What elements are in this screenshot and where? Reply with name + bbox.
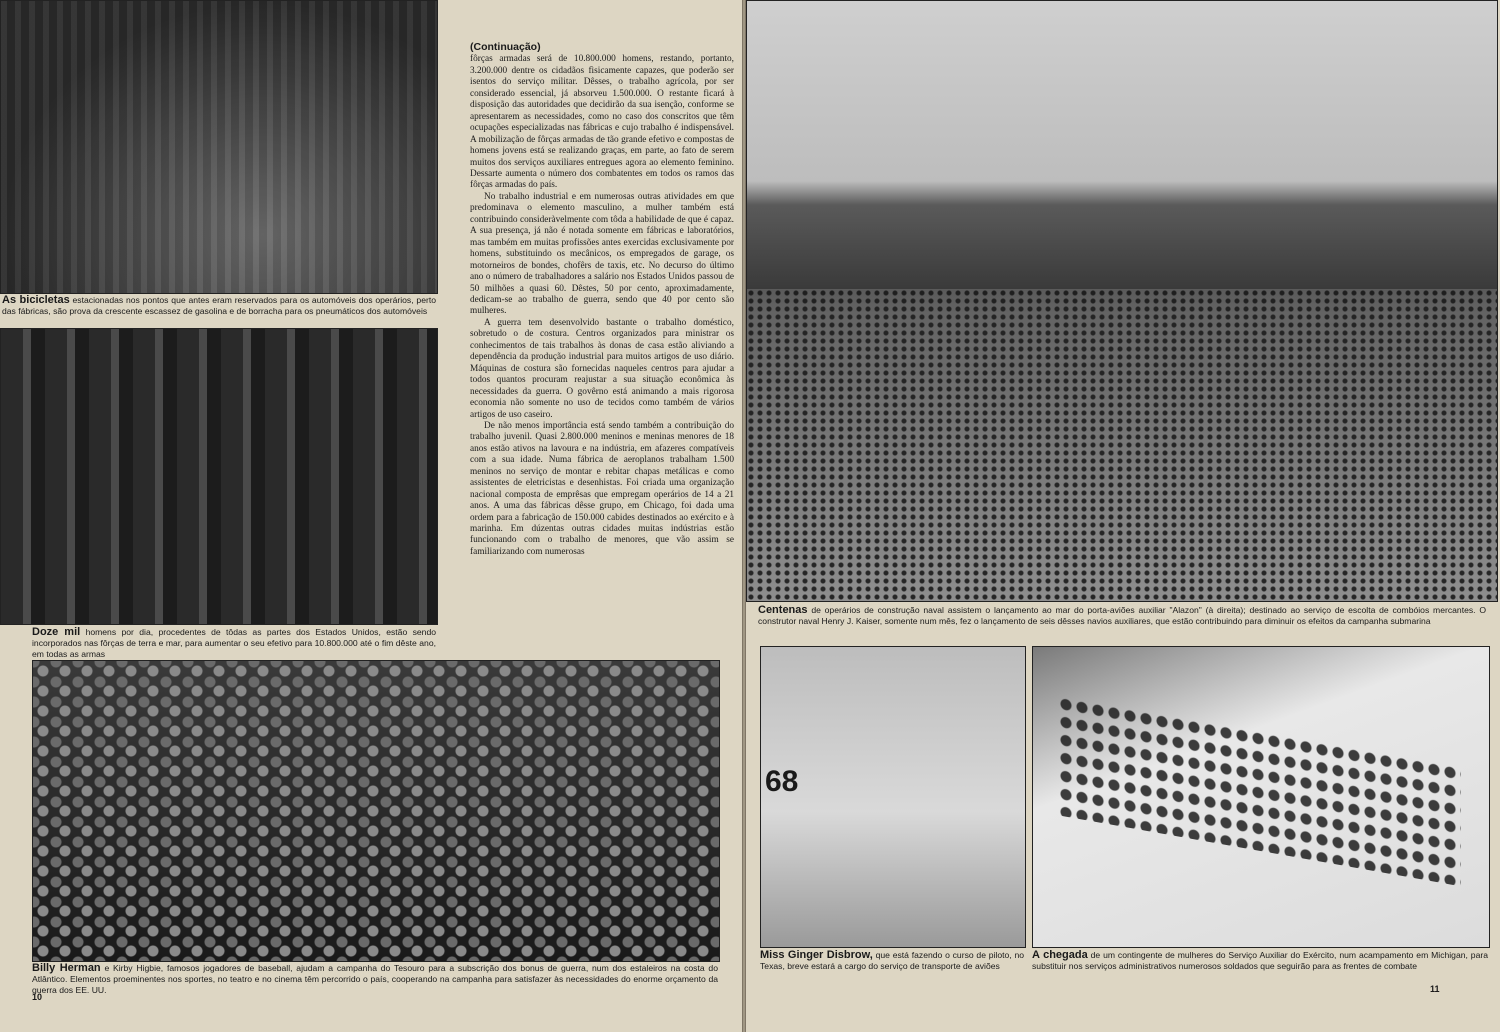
caption-lead: Centenas: [758, 604, 808, 616]
pilot-plane-photo: [760, 646, 1026, 948]
caption-text: que está fazendo o curso de piloto, no Texas, breve estará a cargo do serviço de transporte de aviões: [760, 950, 1024, 971]
march-caption: [1032, 950, 1488, 972]
caption-lead: A chegada: [1032, 949, 1088, 961]
baseball-crowd-photo: [32, 660, 720, 962]
bicycles-caption: [2, 295, 436, 317]
oath-caption: [32, 627, 436, 659]
article-column: [470, 42, 734, 558]
article-paragraph: A guerra tem desenvolvido bastante o trabalho doméstico, sobretudo o de costura. Centros organizados para ministrar os conhecimentos de tais trabalhos às donas de casa estão aliviando a dependência da produção industrial para muitos artigos de uso diário. Máquinas de costura são fornecidas naqueles centros para ajudar a todos quantos procuram reajustar a sua situação econômica às necessidades da guerra. O govêrno está animando a mais rigorosa economia não somente no uso de tecidos como também de vários artigos de uso caseiro.: [470, 317, 734, 420]
caption-lead: Billy Herman: [32, 962, 101, 974]
caption-lead: Doze mil: [32, 626, 81, 638]
marching-line: [1060, 696, 1461, 887]
caption-text: homens por dia, procedentes de tôdas as partes dos Estados Unidos, estão sendo incorporados nas fôrças de terra e mar, para aumentar o seu efetivo para 10.800.000 até o fim dêste ano, em todas as armas: [32, 627, 436, 659]
left-page: [0, 0, 742, 1032]
page-number: 11: [1430, 984, 1440, 994]
plane-marking: 68: [765, 765, 799, 798]
women-march-photo: [1032, 646, 1490, 948]
baseball-caption: [32, 963, 718, 995]
ship-launch-photo: [746, 0, 1498, 602]
caption-text: de operários de construção naval assistem o lançamento ao mar do porta-aviões auxiliar "Alazon" (à direita); destinado ao serviço de escolta de combóios mercantes. O construtor naval Henry J. Kaiser, somente num mês, fez o lançamento de seis dêsses navios auxiliares, que estão contribuindo para diminuir os efeitos da campanha submarina: [758, 605, 1487, 626]
article-paragraph: No trabalho industrial e em numerosas outras atividades em que predominava o elemento masculino, a mulher também está contribuindo consideràvelmente com tôda a habilidade de que é capaz. A sua presença, já não é notada somente em fábricas e laboratórios, mas também em muitas profissões antes exercidas exclusivamente por homens, substituindo os mecânicos, os empregados de garage, os motorneiros de bondes, chofêrs de taxis, etc. No decurso do último ano o número de trabalhadores a salário nos Estados Unidos passou de 50 milhões a quasi 60. Dêstes, 50 por cento, aproximadamente, dedicam-se ao trabalho de guerra, sendo que 40 por cento são mulheres.: [470, 191, 734, 317]
caption-text: de um contingente de mulheres do Serviço Auxiliar do Exército, num acampamento em Michigan, para substituir nos serviços administrativos numerosos soldados que seguirão para as frentes de combate: [1032, 950, 1489, 971]
pilot-caption: [760, 950, 1024, 972]
caption-lead: As bicicletas: [2, 294, 70, 306]
oath-photo: [0, 328, 438, 625]
caption-lead: Miss Ginger Disbrow,: [760, 949, 873, 961]
ship-launch-caption: [758, 605, 1486, 627]
bicycles-photo: [0, 0, 438, 294]
crowd-layer: [747, 289, 1497, 601]
article-paragraph: fôrças armadas será de 10.800.000 homens, restando, portanto, 3.200.000 dentre os cidadãos fìsicamente capazes, que poderão ser isentos do serviço militar. Dêsses, o trabalho agrícola, por ser considerado essencial, já absorveu 1.500.000. O restante ficará à disposição das autoridades que decidirão da sua isenção, conforme se apresentarem as necessidades, como no caso dos conscritos que têm ocupações especializadas nas fábricas e cujo trabalho é indispensável. A mobilização de fôrças armadas de tão grande efetivo e compostas de homens jovens está se realizando graças, em parte, ao fato de serem muitos dos serviços auxiliares entregues agora ao elemento feminino. Dessarte aumenta o número dos combatentes em todos os ramos das fôrças armadas do país.: [470, 54, 734, 191]
page-number: 10: [32, 992, 43, 1002]
right-page: [746, 0, 1500, 1032]
article-paragraph: De não menos importância está sendo também a contribuição do trabalho juvenil. Quasi 2.800.000 meninos e meninas menores de 18 anos estão ativos na lavoura e na indústria, em afazeres compatíveis com a sua idade. Numa fábrica de aeroplanos trabalham 1.500 meninos no serviço de montar e rebitar chapas metálicas e como assistentes de eletricistas e desenhistas. Foi criada uma organização nacional composta de emprêsas que empregam operários de 14 a 21 anos. A uma das fábricas dêsse grupo, em Chicago, foi dada uma ordem para a fabricação de 150.000 cabides destinados ao exército e à marinha. Em dúzentas outras cidades muitas indústrias estão funcionando com o trabalho de menores, que vão assim se familiarizando com numerosas: [470, 420, 734, 557]
article-heading: (Continuação): [470, 41, 541, 53]
caption-text: e Kirby Higbie, famosos jogadores de baseball, ajudam a campanha do Tesouro para a subscrição dos bonus de guerra, num dos estaleiros na costa do Atlântico. Elementos proeminentes nos sportes, no teatro e no cinema têm percorrido o país, cooperando na campanha para satisfazer às necessidades do enorme orçamento da guerra dos EE. UU.: [32, 963, 718, 995]
caption-text: estacionadas nos pontos que antes eram reservados para os automóveis dos operários, perto das fábricas, são prova da crescente escassez de gasolina e de borracha para os pneumáticos dos automóveis: [2, 295, 436, 316]
